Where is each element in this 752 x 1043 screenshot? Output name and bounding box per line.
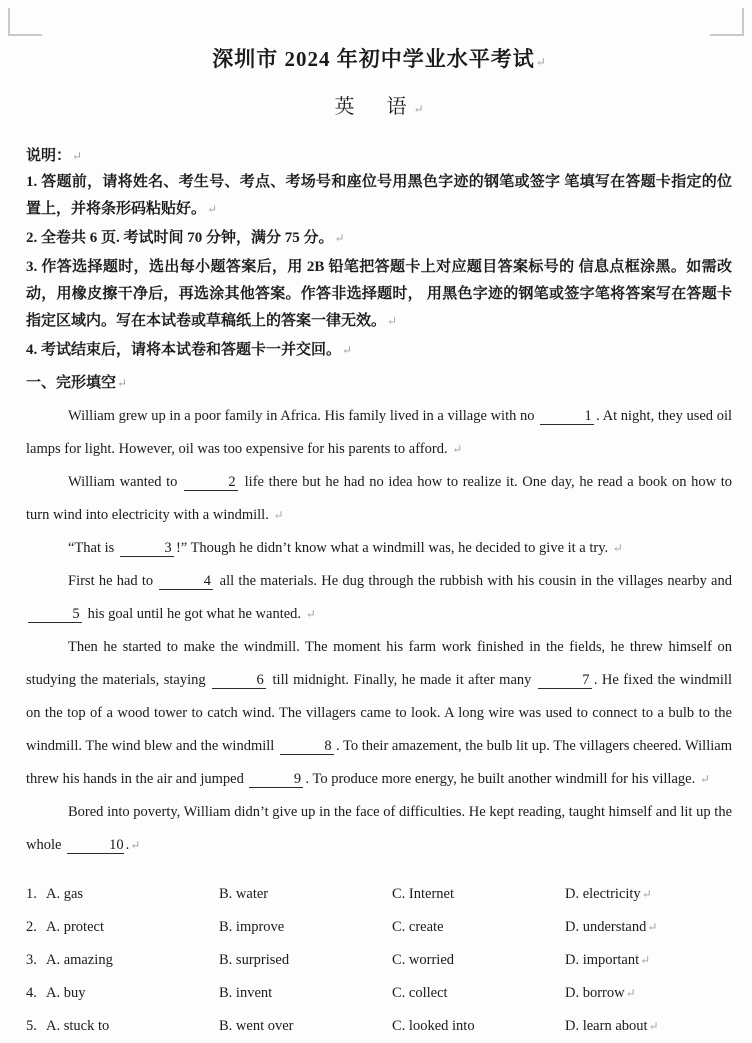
notice-item: [26, 337, 732, 364]
option-B-q2[interactable]: B. improve: [219, 919, 285, 935]
notice-item-text: 2. 全卷共 6 页. 考试时间 70 分钟，满分 75 分。: [26, 230, 334, 246]
answer-blank-5[interactable]: 5: [28, 606, 82, 623]
pilcrow-icon: ↵: [612, 541, 623, 555]
pilcrow-icon: ↵: [117, 376, 128, 390]
pilcrow-icon: ↵: [342, 343, 353, 357]
passage-text: .: [125, 837, 130, 853]
registration-corner-mark-top-left: [8, 8, 42, 36]
answer-blank-9[interactable]: 9: [249, 771, 303, 788]
answer-blank-7[interactable]: 7: [538, 672, 592, 689]
pilcrow-icon: ↵: [413, 102, 424, 116]
passage-text: First he had to: [68, 573, 158, 589]
question-row: [26, 977, 732, 1010]
pilcrow-icon: ↵: [452, 442, 463, 456]
passage-text: all the materials. He dug through the rubbish with his cousin in the villages nearby and: [215, 573, 732, 589]
pilcrow-icon: ↵: [72, 149, 83, 163]
notice-item: [26, 169, 732, 223]
option-C-q2[interactable]: C. create: [392, 919, 444, 935]
question-row: [26, 878, 732, 911]
option-D-q2[interactable]: D. understand↵: [565, 919, 658, 935]
pilcrow-icon: ↵: [387, 314, 398, 328]
passage-text: . At night, they used oil lamps for light. However, oil was too expensive for his parents to afford.: [26, 408, 733, 457]
pilcrow-icon: ↵: [648, 1019, 659, 1033]
notice-item-text: 1. 答题前，请将姓名、考生号、考点、考场号和座位号用黑色字迹的钢笔或签字 笔填写在答题卡指定的位置上，并将条形码粘贴好。: [26, 174, 732, 217]
notice-heading: [26, 145, 732, 167]
page-subtitle-text: 英 语: [334, 96, 413, 118]
passage-text: “That is: [68, 540, 118, 556]
passage-text: life there but he had no idea how to realize it. One day, he read a book on how to turn wind into electricity with a windmill.: [26, 474, 732, 523]
passage-text: . To their amazement, the bulb lit up. The villagers cheered. William threw his hands in the air and jumped: [26, 738, 732, 787]
option-A-q2[interactable]: A. protect: [46, 919, 104, 935]
pilcrow-icon: ↵: [535, 55, 546, 69]
option-B-q1[interactable]: B. water: [219, 886, 269, 902]
notice-item: [26, 225, 732, 252]
option-A-q5[interactable]: A. stuck to: [46, 1018, 110, 1034]
answer-blank-4[interactable]: 4: [159, 573, 213, 590]
pilcrow-icon: ↵: [207, 202, 218, 216]
option-A-q1[interactable]: A. gas: [46, 886, 84, 902]
registration-corner-mark-top-right: [710, 8, 744, 36]
notice-item-text: 3. 作答选择题时，选出每小题答案后，用 2B 铅笔把答题卡上对应题目答案标号的 信息点框涂黑。如需改动，用橡皮擦干净后，再选涂其他答案。作答非选择题时， 用黑色字迹的钢笔或签字笔将答案写在答题卡指定区域内。写在本试卷或草稿纸上的答案一律无效。: [26, 259, 732, 329]
passage-text: !” Though he didn’t know what a windmill was, he decided to give it a try.: [175, 540, 612, 556]
option-B-q5[interactable]: B. went over: [219, 1018, 294, 1034]
section-heading-cloze: [26, 370, 732, 396]
option-D-q5[interactable]: D. learn about↵: [565, 1018, 659, 1034]
passage-paragraph: [26, 400, 732, 466]
notice-item: [26, 254, 732, 335]
passage-text: William grew up in a poor family in Africa. His family lived in a village with no: [68, 408, 539, 424]
pilcrow-icon: ↵: [334, 231, 345, 245]
pilcrow-icon: ↵: [625, 986, 636, 1000]
answer-blank-10[interactable]: 10: [67, 837, 124, 854]
question-number: 2.: [26, 919, 37, 935]
question-row: [26, 944, 732, 977]
pilcrow-icon: ↵: [130, 838, 141, 852]
question-row: [26, 911, 732, 944]
question-number: 3.: [26, 952, 37, 968]
answer-blank-3[interactable]: 3: [120, 540, 174, 557]
option-D-q4[interactable]: D. borrow↵: [565, 985, 636, 1001]
option-C-q3[interactable]: C. worried: [392, 952, 455, 968]
cloze-options-list: [26, 878, 732, 1043]
page-title: [26, 44, 732, 77]
option-D-q1[interactable]: D. electricity↵: [565, 886, 652, 902]
pilcrow-icon: ↵: [647, 920, 658, 934]
notice-list: [26, 169, 732, 364]
passage-paragraph: [26, 565, 732, 631]
passage-text: Then he started to make the windmill. The moment his farm work finished in the fields, he threw himself on studying the materials, staying: [26, 639, 732, 688]
option-A-q4[interactable]: A. buy: [46, 985, 86, 1001]
passage-paragraph: [26, 466, 732, 532]
passage-paragraph: [26, 532, 732, 565]
passage-text: Bored into poverty, William didn’t give up in the face of difficulties. He kept reading, taught himself and lit up the whole: [26, 804, 732, 853]
option-C-q4[interactable]: C. collect: [392, 985, 448, 1001]
question-number: 1.: [26, 886, 37, 902]
passage-text: . He fixed the windmill on the top of a wood tower to catch wind. The villagers came to look. A long wire was used to connect to a bulb to the windmill. The wind blew and the windmill: [26, 672, 732, 754]
passage-text: William wanted to: [68, 474, 182, 490]
answer-blank-6[interactable]: 6: [212, 672, 266, 689]
option-B-q3[interactable]: B. surprised: [219, 952, 290, 968]
page-subtitle: [26, 93, 732, 123]
passage-text: his goal until he got what he wanted.: [84, 606, 305, 622]
option-C-q1[interactable]: C. Internet: [392, 886, 455, 902]
answer-blank-8[interactable]: 8: [280, 738, 334, 755]
passage-paragraph: [26, 631, 732, 796]
passage-paragraph: [26, 796, 732, 862]
pilcrow-icon: ↵: [273, 508, 284, 522]
question-row: [26, 1010, 732, 1043]
passage-text: . To produce more energy, he built another windmill for his village.: [305, 771, 699, 787]
notice-heading-text: 说明：: [26, 148, 72, 164]
answer-blank-2[interactable]: 2: [184, 474, 238, 491]
notice-item-text: 4. 考试结束后，请将本试卷和答题卡一并交回。: [26, 342, 342, 358]
passage-text: till midnight. Finally, he made it after many: [268, 672, 536, 688]
pilcrow-icon: ↵: [641, 887, 652, 901]
question-number: 5.: [26, 1018, 37, 1034]
page-content: [26, 38, 732, 1043]
answer-blank-1[interactable]: 1: [540, 408, 594, 425]
option-B-q4[interactable]: B. invent: [219, 985, 273, 1001]
pilcrow-icon: ↵: [699, 772, 710, 786]
pilcrow-icon: ↵: [305, 607, 316, 621]
cloze-passage: [26, 400, 732, 862]
section-heading-text: 一、完形填空: [26, 375, 117, 391]
pilcrow-icon: ↵: [640, 953, 651, 967]
option-C-q5[interactable]: C. looked into: [392, 1018, 475, 1034]
option-A-q3[interactable]: A. amazing: [46, 952, 113, 968]
option-D-q3[interactable]: D. important↵: [565, 952, 651, 968]
page-title-text: 深圳市 2024 年初中学业水平考试: [212, 47, 535, 71]
question-number: 4.: [26, 985, 37, 1001]
